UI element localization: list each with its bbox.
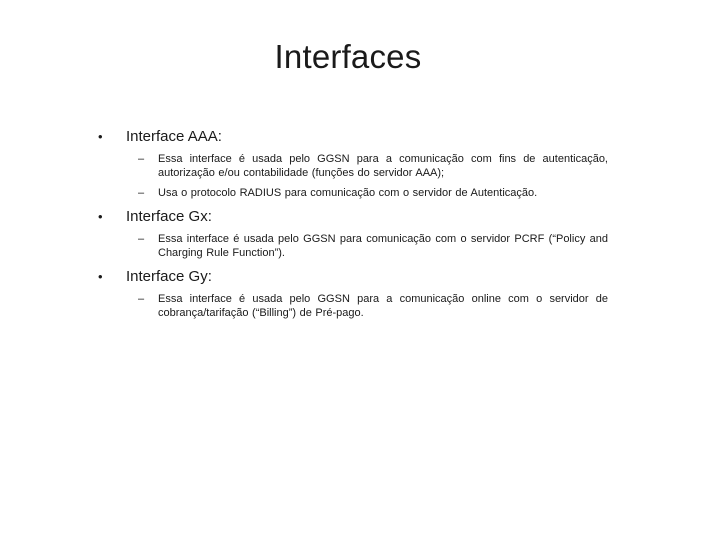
sub-item [88,152,608,180]
bullet-item-gy [88,266,608,288]
sub-item [88,186,608,200]
sub-item [88,292,608,320]
sub-list-aaa [88,152,608,200]
slide-title: Interfaces [274,38,422,75]
bullet-icon: • [98,129,103,144]
sub-item-text: Essa interface é usada pelo GGSN para a comunicação com fins de autenticação, autorização e/ou contabilidade (funções do servidor AAA); [158,153,608,179]
dash-icon: – [138,233,145,245]
sub-item [88,232,608,260]
sub-item-text: Usa o protocolo RADIUS para comunicação com o servidor de Autenticação. [158,187,538,199]
sub-item-text: Essa interface é usada pelo GGSN para a comunicação online com o servidor de cobrança/tarifação (“Billing”) de Pré-pago. [158,293,608,319]
bullet-heading: Interface AAA: [126,128,222,145]
bullet-item-gx [88,206,608,228]
dash-icon: – [138,187,145,199]
sub-list-gy [88,292,608,320]
bullet-list [88,126,608,326]
bullet-icon: • [98,209,103,224]
sub-item-text: Essa interface é usada pelo GGSN para comunicação com o servidor PCRF (“Policy and Charging Rule Function”). [158,233,608,259]
dash-icon: – [138,153,145,165]
bullet-heading: Interface Gx: [126,208,212,225]
bullet-item-aaa [88,126,608,148]
sub-list-gx [88,232,608,260]
dash-icon: – [138,293,145,305]
bullet-heading: Interface Gy: [126,268,212,285]
bullet-icon: • [98,269,103,284]
